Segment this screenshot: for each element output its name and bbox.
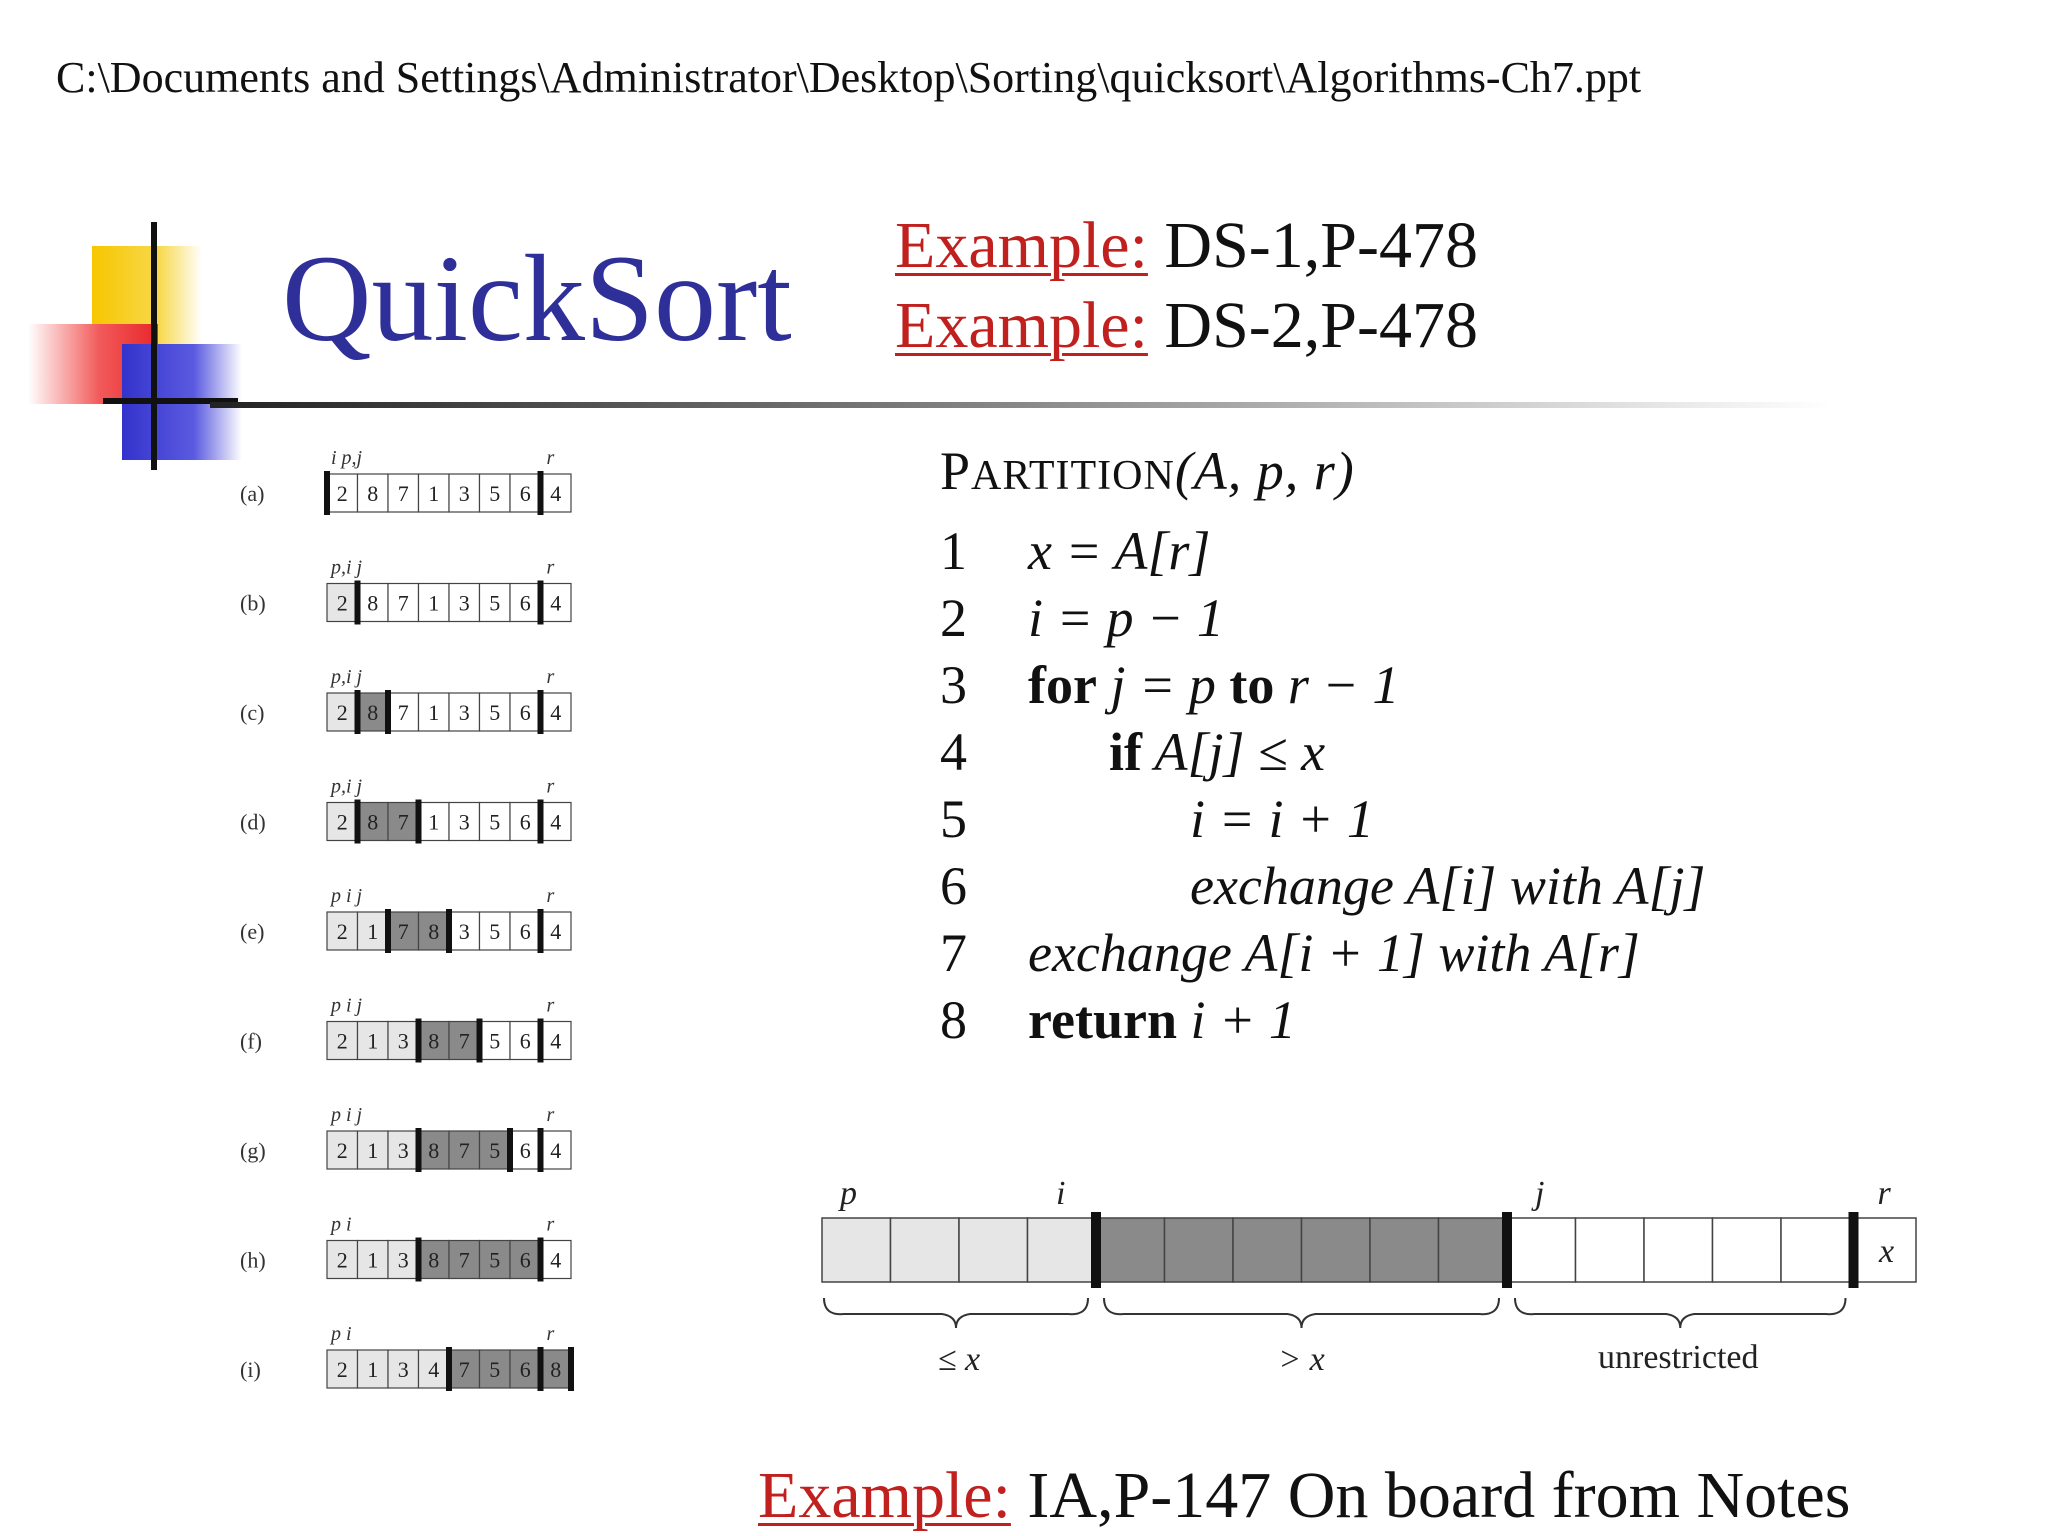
array-cell-value: 5 xyxy=(489,700,501,725)
array-cell-value: 1 xyxy=(367,1138,379,1163)
array-cell-value: 3 xyxy=(458,809,470,835)
step-index-labels: p i j xyxy=(331,885,363,907)
region-boundary-bar xyxy=(1502,1212,1512,1288)
line-code: if A[j] ≤ x xyxy=(1109,722,1326,782)
step-index-r: r xyxy=(546,1213,555,1236)
step-index-r: r xyxy=(546,885,555,907)
array-cell-value: 4 xyxy=(550,919,562,944)
line-number: 3 xyxy=(940,655,967,715)
step-index-labels: p i j xyxy=(331,994,363,1017)
array-cell-value: 6 xyxy=(519,809,531,835)
partition-boundary-bar xyxy=(416,1238,422,1282)
region-index-label: p xyxy=(840,1175,857,1212)
example-ds2 xyxy=(895,288,1478,364)
pseudocode-line xyxy=(940,989,1940,1056)
array-cell-value: 4 xyxy=(550,700,562,725)
step-index-labels: p i j xyxy=(331,1104,363,1126)
partition-boundary-bar xyxy=(568,1347,574,1391)
partition-step-row xyxy=(240,885,571,953)
pseudocode-line xyxy=(940,654,1940,721)
array-cell-value: 2 xyxy=(336,700,348,725)
step-label: (h) xyxy=(240,1247,266,1273)
partition-step-row xyxy=(240,666,571,734)
array-cell-value: 8 xyxy=(367,481,379,506)
gt-x-label: > x xyxy=(1278,1341,1325,1378)
example-link[interactable]: Example: xyxy=(758,1459,1011,1532)
partition-boundary-bar xyxy=(538,1019,544,1063)
partition-boundary-bar xyxy=(355,800,361,844)
array-cell-value: 6 xyxy=(519,481,531,506)
array-cell-value: 2 xyxy=(336,809,348,835)
step-index-labels: p,i j xyxy=(331,556,363,579)
region-cell xyxy=(1644,1218,1713,1282)
step-label: (d) xyxy=(240,809,266,835)
partition-steps-figure xyxy=(200,430,720,1430)
array-cell-value: 7 xyxy=(397,700,409,725)
region-index-label: i xyxy=(1056,1175,1066,1212)
line-code: return i + 1 xyxy=(1028,990,1296,1050)
step-label: (e) xyxy=(240,919,265,944)
example-ia xyxy=(758,1458,1850,1534)
array-cell-value: 8 xyxy=(428,1247,440,1273)
array-cell-value: 6 xyxy=(519,1028,531,1054)
array-cell-value: 1 xyxy=(428,700,440,725)
gt-x-brace xyxy=(1104,1298,1499,1328)
line-number: 1 xyxy=(940,521,967,581)
array-cell-value: 7 xyxy=(458,1028,470,1054)
step-label: (a) xyxy=(240,481,265,506)
partition-boundary-bar xyxy=(538,800,544,844)
line-code: exchange A[i] with A[j] xyxy=(1190,856,1706,916)
array-cell-value: 1 xyxy=(367,919,379,944)
step-label: (f) xyxy=(240,1028,262,1054)
step-label: (g) xyxy=(240,1138,266,1163)
array-cell-value: 5 xyxy=(489,1138,501,1163)
step-index-labels: p i xyxy=(331,1323,352,1345)
pseudocode-line xyxy=(940,922,1940,989)
array-cell-value: 8 xyxy=(367,809,379,835)
example-link[interactable]: Example: xyxy=(895,289,1148,362)
array-cell-value: 7 xyxy=(397,809,409,835)
region-cell xyxy=(1233,1218,1302,1282)
array-cell-value: 1 xyxy=(428,481,440,506)
partition-boundary-bar xyxy=(538,1238,544,1282)
partition-boundary-bar xyxy=(324,471,330,515)
array-cell-value: 6 xyxy=(519,919,531,944)
region-cell xyxy=(959,1218,1028,1282)
array-cell-value: 5 xyxy=(489,809,501,835)
step-label: (b) xyxy=(240,590,266,616)
step-label: (i) xyxy=(240,1357,261,1382)
array-cell-value: 2 xyxy=(336,1028,348,1054)
region-boundary-bar xyxy=(1849,1212,1859,1288)
step-index-r: r xyxy=(546,1104,555,1126)
array-cell-value: 2 xyxy=(336,1138,348,1163)
pseudocode-header: PARTITION(A, p, r) xyxy=(940,441,1355,501)
partition-boundary-bar xyxy=(538,690,544,734)
pseudocode-line xyxy=(940,855,1940,922)
step-index-r: r xyxy=(546,1323,555,1345)
region-cell xyxy=(1781,1218,1850,1282)
partition-boundary-bar xyxy=(416,1019,422,1063)
array-cell-value: 7 xyxy=(458,1247,470,1273)
step-index-r: r xyxy=(546,447,555,469)
region-cell xyxy=(891,1218,960,1282)
le-x-label: ≤ x xyxy=(937,1341,981,1378)
array-cell-value: 8 xyxy=(428,1028,440,1054)
unrestricted-brace xyxy=(1515,1298,1846,1328)
region-boundary-bar xyxy=(1091,1212,1101,1288)
array-cell-value: 6 xyxy=(519,590,531,616)
partition-boundary-bar xyxy=(355,690,361,734)
region-index-label: j xyxy=(1535,1175,1545,1212)
array-cell-value: 7 xyxy=(397,919,409,944)
array-cell-value: 8 xyxy=(367,590,379,616)
step-index-labels: p,i j xyxy=(331,775,363,798)
array-cell-value: 5 xyxy=(489,590,501,616)
step-label: (c) xyxy=(240,700,265,725)
array-cell-value: 3 xyxy=(458,919,470,944)
array-cell-value: 7 xyxy=(458,1357,470,1382)
region-cell xyxy=(1576,1218,1645,1282)
region-cell xyxy=(1302,1218,1371,1282)
array-cell-value: 3 xyxy=(397,1247,409,1273)
array-cell-value: 3 xyxy=(458,590,470,616)
array-cell-value: 3 xyxy=(397,1028,409,1054)
region-cell xyxy=(1096,1218,1165,1282)
array-cell-value: 6 xyxy=(519,1247,531,1273)
title-underline-rule xyxy=(210,400,1830,410)
partition-boundary-bar xyxy=(507,1128,513,1172)
partition-boundary-bar xyxy=(538,581,544,625)
partition-boundary-bar xyxy=(385,909,391,953)
partition-boundary-bar xyxy=(416,1128,422,1172)
line-number: 4 xyxy=(940,722,967,782)
region-cell xyxy=(1439,1218,1508,1282)
partition-boundary-bar xyxy=(416,800,422,844)
line-code: exchange A[i + 1] with A[r] xyxy=(1028,923,1640,983)
array-cell-value: 4 xyxy=(550,590,562,616)
pseudocode-line xyxy=(940,788,1940,855)
array-cell-value: 4 xyxy=(550,809,562,835)
partition-step-row xyxy=(240,1104,571,1172)
array-cell-value: 5 xyxy=(489,1028,501,1054)
file-path: C:\Documents and Settings\Administrator\Desktop\Sorting\quicksort\Algorithms-Ch7.ppt xyxy=(56,53,1642,102)
partition-boundary-bar xyxy=(538,471,544,515)
partition-boundary-bar xyxy=(538,1347,544,1391)
array-cell-value: 2 xyxy=(336,1357,348,1382)
array-cell-value: 2 xyxy=(336,919,348,944)
array-cell-value: 1 xyxy=(367,1028,379,1054)
array-cell-value: 1 xyxy=(367,1247,379,1273)
example-text: IA,P-147 On board from Notes xyxy=(1010,1459,1851,1532)
array-cell-value: 3 xyxy=(397,1138,409,1163)
pseudocode-line xyxy=(940,587,1940,654)
array-cell-value: 3 xyxy=(397,1357,409,1382)
array-cell-value: 8 xyxy=(550,1357,562,1382)
line-number: 6 xyxy=(940,856,967,916)
partition-step-row xyxy=(240,776,571,844)
partition-step-row xyxy=(240,447,571,515)
array-cell-value: 8 xyxy=(428,1138,440,1163)
slide-title: QuickSort xyxy=(282,230,792,367)
array-cell-value: 2 xyxy=(336,1247,348,1273)
step-index-r: r xyxy=(546,666,555,688)
step-index-labels: i p,j xyxy=(331,447,363,469)
array-cell-value: 1 xyxy=(367,1357,379,1382)
array-cell-value: 1 xyxy=(428,809,440,835)
partition-step-row xyxy=(240,1214,571,1282)
example-text: DS-2,P-478 xyxy=(1147,289,1478,362)
array-cell-value: 4 xyxy=(550,481,562,506)
step-index-r: r xyxy=(546,775,555,798)
example-link[interactable]: Example: xyxy=(895,209,1148,282)
partition-boundary-bar xyxy=(446,1347,452,1391)
array-cell-value: 8 xyxy=(367,700,379,725)
array-cell-value: 4 xyxy=(550,1247,562,1273)
array-cell-value: 6 xyxy=(519,1357,531,1382)
array-cell-value: 1 xyxy=(428,590,440,616)
line-code: for j = p to r − 1 xyxy=(1028,655,1400,715)
array-cell-value: 3 xyxy=(458,481,470,506)
le-x-brace xyxy=(824,1298,1088,1328)
example-ds1 xyxy=(895,208,1478,284)
region-cell xyxy=(1713,1218,1782,1282)
line-number: 2 xyxy=(940,588,967,648)
array-cell-value: 4 xyxy=(550,1138,562,1163)
region-cell xyxy=(1370,1218,1439,1282)
array-cell-value: 4 xyxy=(428,1357,440,1382)
line-code: i = p − 1 xyxy=(1028,588,1224,648)
array-cell-value: 7 xyxy=(397,481,409,506)
region-index-label: r xyxy=(1877,1175,1891,1212)
line-number: 5 xyxy=(940,789,967,849)
array-cell-value: 7 xyxy=(397,590,409,616)
partition-boundary-bar xyxy=(355,581,361,625)
pseudocode-line xyxy=(940,520,1940,587)
step-index-r: r xyxy=(546,556,555,579)
array-cell-value: 2 xyxy=(336,590,348,616)
line-code: i = i + 1 xyxy=(1190,789,1374,849)
array-cell-value: 6 xyxy=(519,1138,531,1163)
step-index-labels: p,i j xyxy=(331,666,363,688)
partition-boundary-bar xyxy=(477,1019,483,1063)
region-cell xyxy=(1507,1218,1576,1282)
array-cell-value: 4 xyxy=(550,1028,562,1054)
array-cell-value: 3 xyxy=(458,700,470,725)
array-cell-value: 5 xyxy=(489,481,501,506)
step-index-r: r xyxy=(546,994,555,1017)
array-cell-value: 5 xyxy=(489,1247,501,1273)
loop-invariant-regions-figure xyxy=(800,1160,1940,1400)
example-text: DS-1,P-478 xyxy=(1147,209,1478,282)
pseudocode-line xyxy=(940,721,1940,788)
step-index-labels: p i xyxy=(331,1213,352,1236)
line-number: 7 xyxy=(940,923,967,983)
region-cell xyxy=(1165,1218,1234,1282)
line-code: x = A[r] xyxy=(1028,521,1211,581)
array-cell-value: 5 xyxy=(489,1357,501,1382)
array-cell-value: 2 xyxy=(336,481,348,506)
partition-pseudocode xyxy=(940,440,1940,1056)
partition-boundary-bar xyxy=(538,1128,544,1172)
partition-step-row xyxy=(240,1323,574,1391)
partition-step-row xyxy=(240,995,571,1063)
partition-boundary-bar xyxy=(538,909,544,953)
line-number: 8 xyxy=(940,990,967,1050)
region-cell xyxy=(1028,1218,1097,1282)
pivot-cell-label: x xyxy=(1878,1233,1895,1270)
array-cell-value: 7 xyxy=(458,1138,470,1163)
unrestricted-label: unrestricted xyxy=(1598,1339,1759,1376)
array-cell-value: 6 xyxy=(519,700,531,725)
partition-boundary-bar xyxy=(385,690,391,734)
partition-boundary-bar xyxy=(446,909,452,953)
region-cell xyxy=(822,1218,891,1282)
array-cell-value: 8 xyxy=(428,919,440,944)
partition-step-row xyxy=(240,557,571,625)
array-cell-value: 5 xyxy=(489,919,501,944)
